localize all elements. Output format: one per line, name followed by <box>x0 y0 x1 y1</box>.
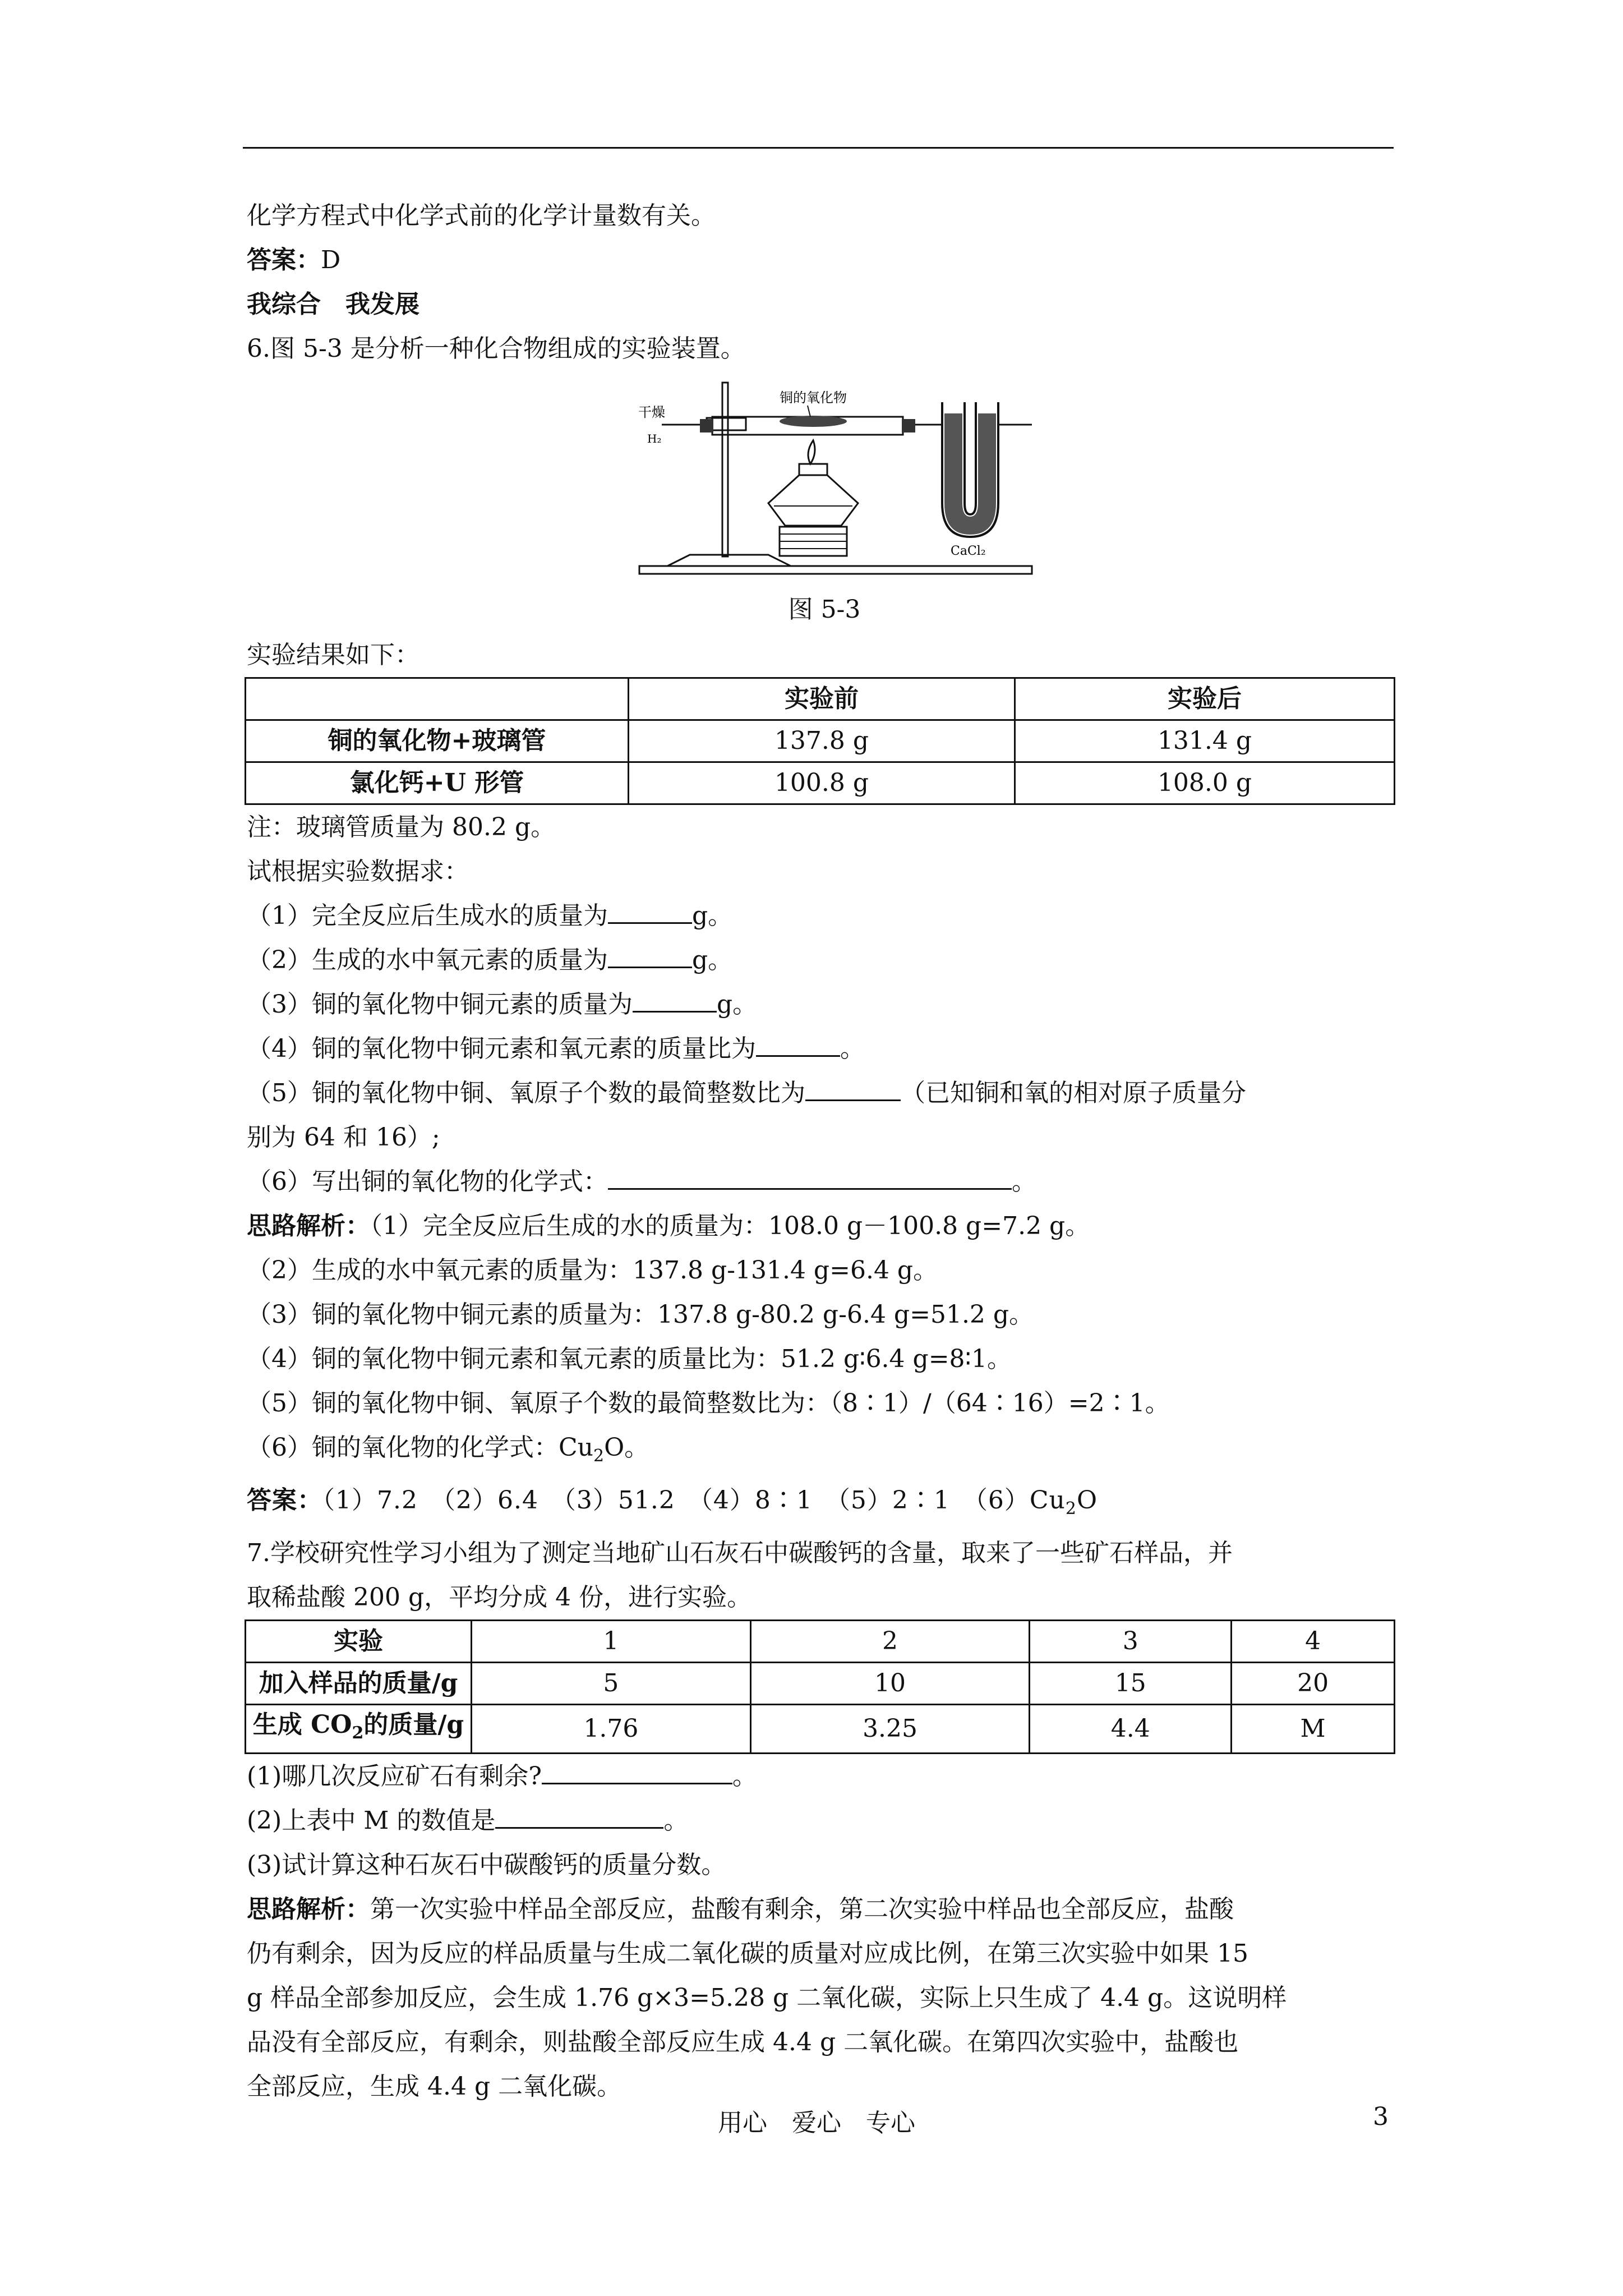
apparatus-figure <box>606 380 1077 582</box>
answer-line <box>247 238 1402 282</box>
page-content <box>247 194 1402 2109</box>
solution-line: 思路解析：（1）完全反应后生成的水的质量为：108.0 g－100.8 g=7.2 g。 <box>247 1212 1090 1240</box>
table-header-row <box>246 1620 1395 1662</box>
answer-blank <box>608 938 692 968</box>
results-table <box>245 677 1395 805</box>
label-dry: 干燥 <box>638 404 665 420</box>
solution-label: 思路解析： <box>247 1212 370 1240</box>
sub-question-2: （2）生成的水中氧元素的质量为 g。 <box>247 938 1402 982</box>
solution-line: 仍有剩余，因为反应的样品质量与生成二氧化碳的质量对应成比例，在第三次实验中如果 15 <box>247 1939 1248 1968</box>
sub-question-6: （6）写出铜的氧化物的化学式： 。 <box>247 1159 1402 1204</box>
table1-intro: 实验结果如下： <box>247 641 419 669</box>
answer-value: D <box>321 246 341 274</box>
question-6: 6.图 5-3 是分析一种化合物组成的实验装置。 <box>247 334 745 363</box>
table-cell: 4.4 <box>1030 1704 1232 1754</box>
table-row-label: 生成 $CO_2$的质量/g <box>246 1704 472 1754</box>
table-cell: 108.0 g <box>1015 762 1395 804</box>
table-cell: 3.25 <box>750 1704 1030 1754</box>
answer-blank <box>608 894 692 924</box>
sub-question-5-cont: 别为 64 和 16）; <box>247 1123 440 1152</box>
answer-blank <box>805 1071 901 1101</box>
sub-question-3: (3)试计算这种石灰石中碳酸钙的质量分数。 <box>247 1851 726 1880</box>
header-rule <box>243 147 1394 149</box>
table-header: 1 <box>472 1620 751 1662</box>
answer-line: 答案：（1）7.2 （2）6.4 （3）51.2 （4）8∶1 （5）2∶1 $(6)Cu_2O$ <box>247 1485 1098 1519</box>
sub-question-4: （4）铜的氧化物中铜元素和氧元素的质量比为 。 <box>247 1027 1402 1071</box>
answer-label: 答案： <box>247 246 321 274</box>
table-header: 4 <box>1232 1620 1395 1662</box>
solution-line: （4）铜的氧化物中铜元素和氧元素的质量比为：51.2 g∶6.4 g=8∶1。 <box>247 1345 1012 1373</box>
table-header: 实验后 <box>1015 678 1395 720</box>
table-cell <box>246 678 629 720</box>
label-copper-oxide: 铜的氧化物 <box>780 390 847 406</box>
prompt: 试根据实验数据求： <box>247 857 469 886</box>
answer-blank <box>756 1027 840 1057</box>
answer-label: 答案： <box>247 1485 322 1515</box>
label-cacl2: CaCl₂ <box>951 544 986 558</box>
question-7-cont: 取稀盐酸 200 g，平均分成 4 份，进行实验。 <box>247 1582 752 1612</box>
solution-line: 品没有全部反应，有剩余，则盐酸全部反应生成 4.4 g 二氧化碳。在第四次实验中，盐酸也 <box>247 2028 1239 2057</box>
solution-line: g 样品全部参加反应，会生成 1.76 g×3=5.28 g 二氧化碳，实际上只生成了 4.4 g。这说明样 <box>247 1984 1287 2013</box>
sub-question-1: （1）完全反应后生成水的质量为 g。 <box>247 894 1402 938</box>
section-heading: 我综合 我发展 <box>247 290 419 319</box>
solution-label: 思路解析： <box>247 1895 370 1924</box>
sub-question-1: (1)哪几次反应矿石有剩余? 。 <box>247 1754 1402 1798</box>
answer-blank <box>608 1160 1012 1190</box>
solution-line: （3）铜的氧化物中铜元素的质量为：137.8 g-80.2 g-6.4 g=51.2 g。 <box>247 1300 1034 1329</box>
solution-line: （6）铜的氧化物的化学式：$Cu_2O$。 <box>247 1433 649 1466</box>
sub-question-5: （5）铜的氧化物中铜、氧原子个数的最简整数比为 （已知铜和氧的相对原子质量分 <box>247 1071 1402 1115</box>
table-row <box>246 762 1395 804</box>
solution-line: 思路解析：第一次实验中样品全部反应，盐酸有剩余，第二次实验中样品也全部反应，盐酸 <box>247 1895 1234 1924</box>
table-row <box>246 720 1395 762</box>
table-cell: 20 <box>1232 1662 1395 1704</box>
question-7: 7.学校研究性学习小组为了测定当地矿山石灰石中碳酸钙的含量，取来了一些矿石样品，并 <box>247 1538 1233 1567</box>
table-header-row <box>246 678 1395 720</box>
table-cell: 15 <box>1030 1662 1232 1704</box>
figure-caption: 图 5-3 <box>788 595 861 624</box>
experiment-table <box>245 1619 1395 1755</box>
table-cell: 100.8 g <box>629 762 1015 804</box>
solution-line: （2）生成的水中氧元素的质量为：137.8 g-131.4 g=6.4 g。 <box>247 1256 938 1285</box>
table-cell: M <box>1232 1704 1395 1754</box>
table-header: 实验前 <box>629 678 1015 720</box>
table-row <box>246 1662 1395 1704</box>
footer-motto: 用心 爱心 专心 <box>718 2109 915 2137</box>
table-row <box>246 1704 1395 1754</box>
table-row-label: 氯化钙+U 形管 <box>246 762 629 804</box>
table-header: 2 <box>750 1620 1030 1662</box>
table-row-label: 加入样品的质量/g <box>246 1662 472 1704</box>
table-row-label: 铜的氧化物+玻璃管 <box>246 720 629 762</box>
table-header: 实验 <box>246 1620 472 1662</box>
table-cell: 137.8 g <box>629 720 1015 762</box>
sub-question-2: (2)上表中 M 的数值是 。 <box>247 1798 1402 1843</box>
answer-blank <box>495 1799 663 1829</box>
table-cell: 5 <box>472 1662 751 1704</box>
table-cell: 131.4 g <box>1015 720 1395 762</box>
table-cell: 1.76 <box>472 1704 751 1754</box>
sub-question-3: （3）铜的氧化物中铜元素的质量为 g。 <box>247 982 1402 1027</box>
page-number: 3 <box>1373 2102 1389 2131</box>
table-header: 3 <box>1030 1620 1232 1662</box>
table-cell: 10 <box>750 1662 1030 1704</box>
solution-line: （5）铜的氧化物中铜、氧原子个数的最简整数比为：（8∶1）/（64∶16）=2∶1。 <box>247 1389 1170 1418</box>
note: 注：玻璃管质量为 80.2 g。 <box>247 813 556 841</box>
text-line: 化学方程式中化学式前的化学计量数有关。 <box>247 201 716 230</box>
answer-blank <box>633 983 717 1013</box>
answer-blank <box>542 1755 732 1784</box>
solution-line: 全部反应，生成 4.4 g 二氧化碳。 <box>247 2072 622 2101</box>
label-h2: H₂ <box>647 432 662 445</box>
